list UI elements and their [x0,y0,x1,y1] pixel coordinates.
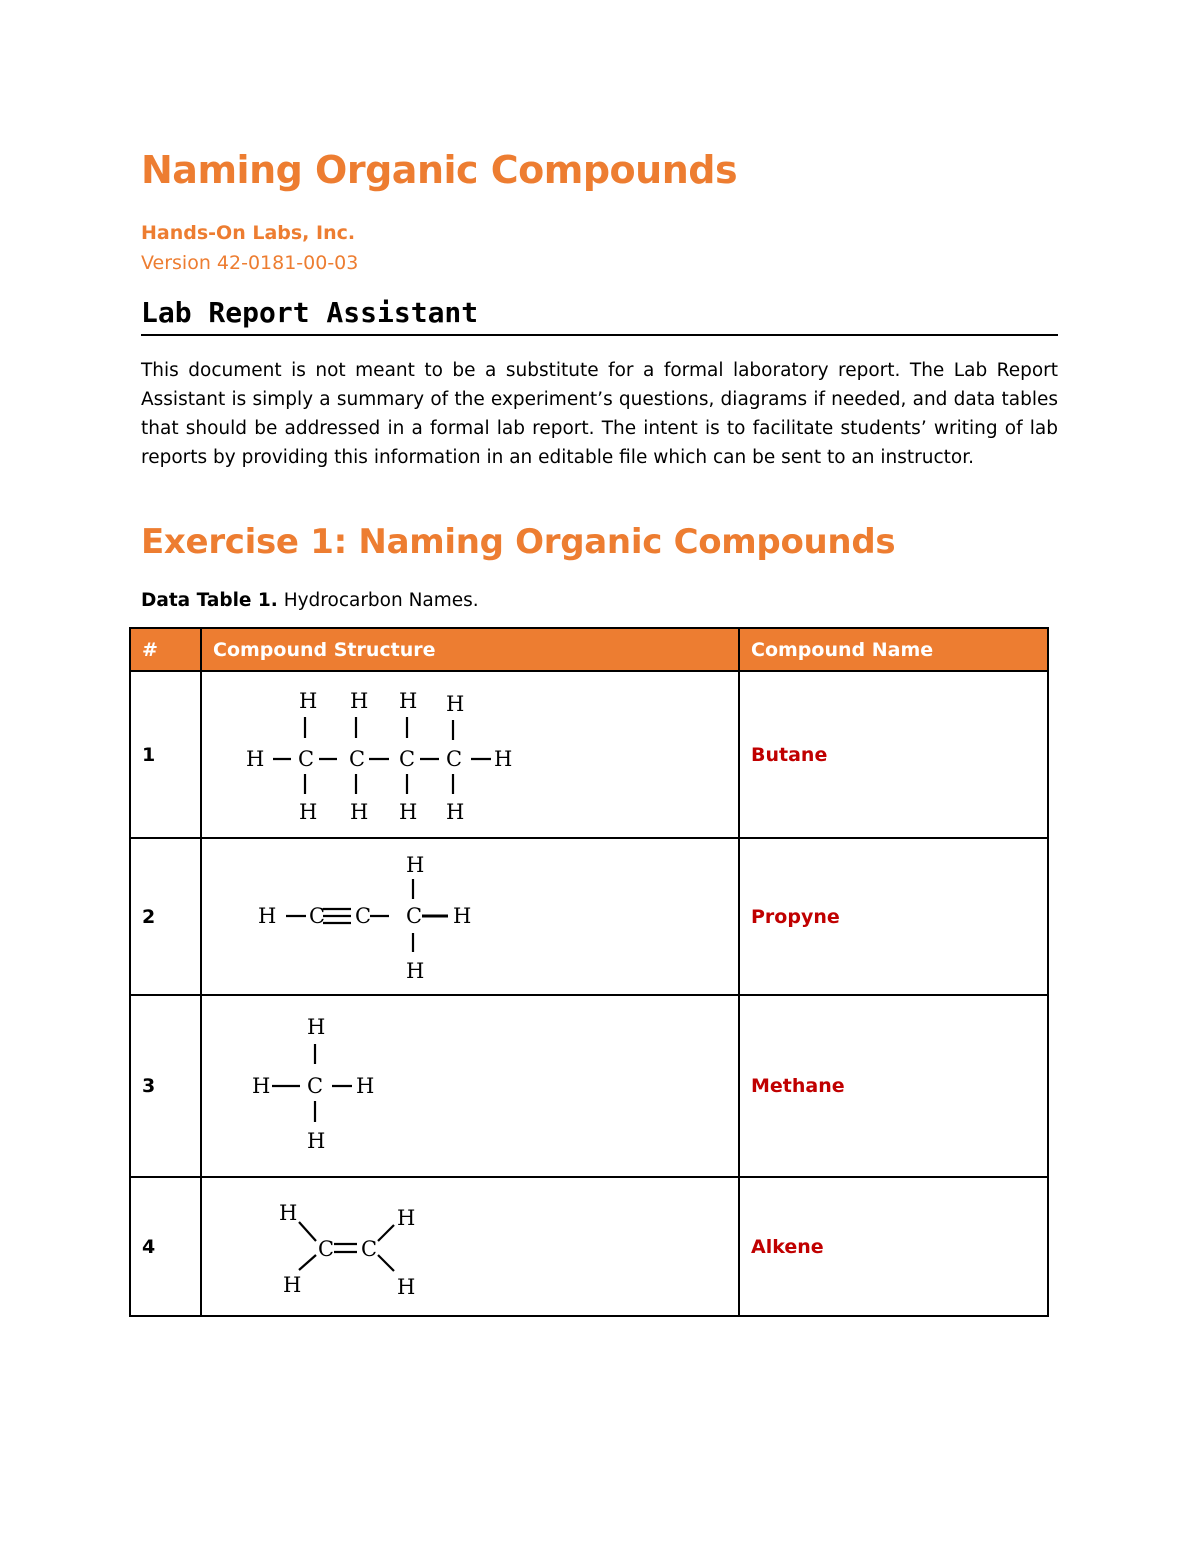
compound-structure-cell [201,995,739,1177]
exercise-heading: Exercise 1: Naming Organic Compounds [141,522,896,562]
atom-label: H [252,1074,271,1098]
atom-label: C [361,1237,378,1261]
atom-label: H [356,1074,375,1098]
header-structure: Compound Structure [201,628,739,671]
atom-label: H [258,904,277,928]
atom-label: H [397,1275,416,1299]
compound-structure-cell [201,1177,739,1316]
row-number: 4 [130,1177,201,1316]
atom-label: H [406,959,425,983]
atom-label: H [399,689,418,713]
atom-label: C [406,904,423,928]
atom-label: H [446,692,465,716]
atom-label: H [446,800,465,824]
table-caption-label: Data Table 1. [141,590,278,611]
table-row [130,671,1048,838]
compound-structure-cell [201,671,739,838]
atom-label: C [446,747,463,771]
atom-label: C [355,904,372,928]
compound-structure-cell [201,838,739,995]
table-caption [141,590,479,611]
propyne-structure [213,839,749,994]
atom-label: H [406,853,425,877]
compound-name: Propyne [739,838,1048,995]
intro-paragraph: This document is not meant to be a substitute for a formal laboratory report. The Lab Report Assistant is simply a summary of the experiment’s questions, diagrams if needed, and data tables that should be addressed in a formal lab report. The intent is to facilitate students’ writing of lab reports by providing this information in an editable file which can be sent to an instructor. [141,360,1058,468]
compound-name: Alkene [739,1177,1048,1316]
atom-label: H [494,747,513,771]
document-title: Naming Organic Compounds [141,148,738,192]
atom-label: H [246,747,265,771]
table-caption-text: Hydrocarbon Names. [277,590,479,611]
atom-label: H [350,689,369,713]
header-name: Compound Name [739,628,1048,671]
hydrocarbon-table [129,627,1049,1317]
atom-label: H [299,689,318,713]
version-label: Version 42-0181-00-03 [141,252,359,274]
atom-label: H [307,1015,326,1039]
atom-label: H [399,800,418,824]
company-name: Hands-On Labs, Inc. [141,222,356,244]
atom-label: C [298,747,315,771]
atom-label: H [350,800,369,824]
atom-label: C [349,747,366,771]
table-row [130,838,1048,995]
row-number: 2 [130,838,201,995]
atom-label: H [453,904,472,928]
row-number: 3 [130,995,201,1177]
table-header-row [130,628,1048,671]
section-heading: Lab Report Assistant [141,296,1058,336]
row-number: 1 [130,671,201,838]
atom-label: H [279,1201,298,1225]
atom-label: C [307,1074,324,1098]
atom-label: H [283,1273,302,1297]
compound-name: Methane [739,995,1048,1177]
table-row [130,1177,1048,1316]
atom-label: H [307,1129,326,1153]
ethene-structure [213,1178,749,1315]
compound-name: Butane [739,671,1048,838]
methane-structure [213,996,749,1176]
atom-label: H [397,1206,416,1230]
table-row [130,995,1048,1177]
butane-structure [213,672,749,837]
atom-label: C [309,904,326,928]
atom-label: C [399,747,416,771]
atom-label: H [299,800,318,824]
header-number: # [130,628,201,671]
atom-label: C [318,1237,335,1261]
